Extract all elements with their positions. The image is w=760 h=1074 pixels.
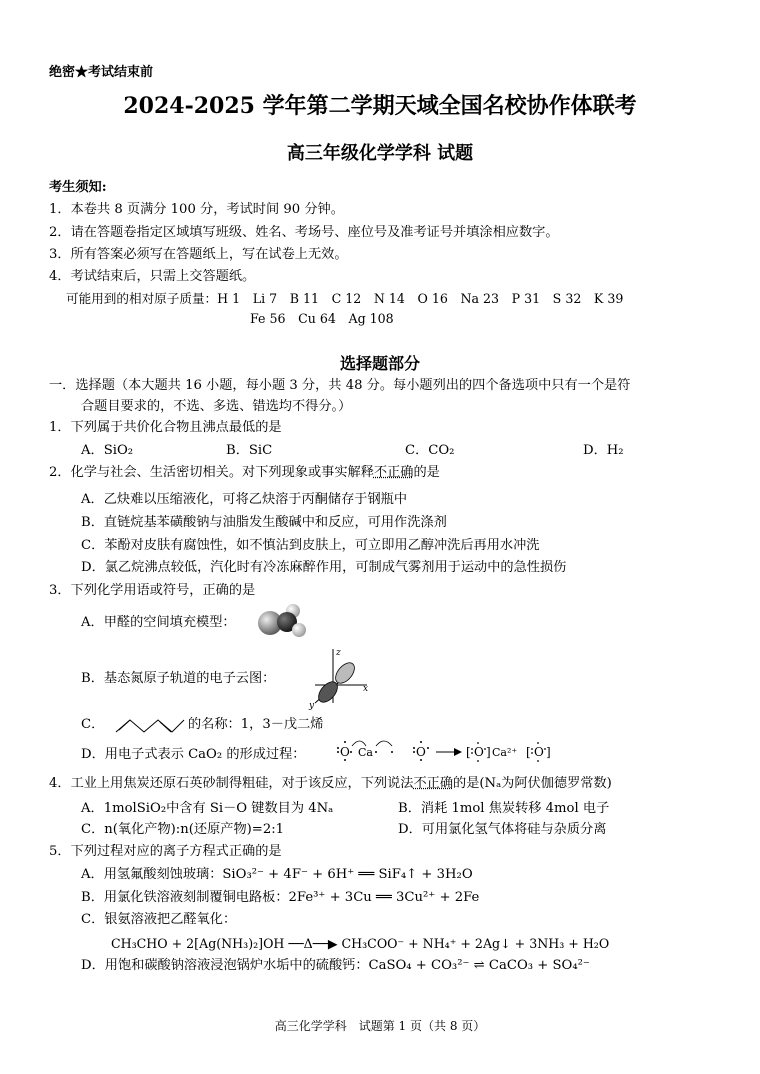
page-footer: 高三化学学科 试题第 1 页（共 8 页） <box>274 1019 486 1033</box>
svg-text:[: [ <box>466 745 471 759</box>
svg-text:O: O <box>474 745 484 759</box>
question-4-stem <box>49 775 612 793</box>
question-2-stem <box>49 464 440 482</box>
question-5-stem: 5．下列过程对应的离子方程式正确的是 <box>49 844 282 859</box>
question-4-option-d: D．可用氯化氢气体将硅与杂质分离 <box>398 822 607 837</box>
exam-title: 2024-2025 学年第二学期天域全国名校协作体联考 <box>123 93 637 119</box>
question-3-option-b: B．基态氮原子轨道的电子云图： <box>81 671 276 686</box>
question-4-option-a: A．1molSiO₂中含有 Si－O 键数目为 4Nₐ <box>81 801 334 816</box>
pentadiene-skeletal-figure <box>114 712 186 736</box>
question-1-option-c: C．CO₂ <box>405 443 455 458</box>
svg-text:O: O <box>534 745 544 759</box>
calcium-ion-label: Ca²⁺ <box>492 746 518 759</box>
calcium-label: Ca <box>358 746 373 759</box>
p-orbital-figure <box>305 645 375 710</box>
svg-text:O: O <box>416 745 426 759</box>
question-4-option-c: C．n(氧化产物):n(还原产物)=2:1 <box>81 822 285 837</box>
svg-text:O: O <box>340 745 350 759</box>
question-4-stem-pre: 4．工业上用焦炭还原石英砂制得粗硅，对于该反应，下列说法 <box>49 776 414 791</box>
question-3-option-d: D．用电子式表示 CaO₂ 的形成过程： <box>81 747 306 762</box>
question-1-stem: 1．下列属于共价化合物且沸点最低的是 <box>49 420 282 435</box>
question-5-option-b: B．用氯化铁溶液刻制覆铜电路板：2Fe³⁺ + 3Cu ══ 3Cu²⁺ + 2Fe <box>81 890 480 905</box>
axis-z-label: z <box>336 648 341 658</box>
svg-text:]: ] <box>546 745 551 759</box>
confidential-mark: 绝密★考试结束前 <box>49 65 154 80</box>
svg-text:[: [ <box>526 745 531 759</box>
question-3-option-c <box>81 716 104 734</box>
question-2-stem-emphasis: 不正确 <box>373 465 414 480</box>
question-5-option-a: A．用氢氟酸刻蚀玻璃：SiO₃²⁻ + 4F⁻ + 6H⁺ ══ SiF₄↑ + 3H₂O <box>81 867 473 882</box>
exam-subtitle: 高三年级化学学科 试题 <box>286 143 474 164</box>
question-3-option-c-pre: C． <box>81 717 105 732</box>
cao2-electron-formation-figure <box>336 738 576 768</box>
question-4-stem-post: 的是(Nₐ为阿伏伽德罗常数) <box>453 776 612 791</box>
question-3-option-c-name: 的名称：1，3－戊二烯 <box>188 717 324 732</box>
question-2-option-d: D．氯乙烷沸点较低，汽化时有冷冻麻醉作用，可制成气雾剂用于运动中的急性损伤 <box>81 560 567 575</box>
axis-x-label: x <box>363 684 369 694</box>
question-3-stem: 3．下列化学用语或符号，正确的是 <box>49 583 256 598</box>
notice-heading: 考生须知: <box>49 180 107 195</box>
question-3-option-a: A．甲醛的空间填充模型： <box>81 615 236 630</box>
question-1-option-a: A．SiO₂ <box>81 443 134 458</box>
axis-y-label: y <box>309 701 315 711</box>
question-2-stem-post: 的是 <box>413 465 440 480</box>
question-1-option-d: D．H₂ <box>583 443 624 458</box>
atomic-masses-line-1: 可能用到的相对原子质量：H 1 Li 7 B 11 C 12 N 14 O 16 Na 23 P 31 S 32 K 39 <box>66 291 624 306</box>
section-intro-line-1: 一．选择题（本大题共 16 小题，每小题 3 分，共 48 分。每小题列出的四个备选项中只有一个是符 <box>49 378 631 393</box>
question-5-option-c: C．银氨溶液把乙醛氧化： <box>81 912 237 927</box>
question-4-stem-emphasis: 不正确 <box>413 776 454 791</box>
formaldehyde-model-figure <box>255 602 311 642</box>
question-5-option-c-equation: CH₃CHO + 2[Ag(NH₃)₂]OH ──Δ──▶ CH₃COO⁻ + NH₄⁺ + 2Ag↓ + 3NH₃ + H₂O <box>111 936 610 951</box>
section-title: 选择题部分 <box>339 354 420 373</box>
svg-text:]: ] <box>486 745 491 759</box>
hydrogen-atom <box>292 623 306 637</box>
atomic-masses-line-2: Fe 56 Cu 64 Ag 108 <box>250 311 394 326</box>
notice-item-2: 2．请在答题卷指定区域填写班级、姓名、考场号、座位号及准考证号并填涂相应数字。 <box>49 225 559 240</box>
question-2-option-a: A．乙炔难以压缩液化，可将乙炔溶于丙酮储存于钢瓶中 <box>81 492 408 507</box>
notice-item-3: 3．所有答案必须写在答题纸上，写在试卷上无效。 <box>49 247 348 262</box>
notice-item-4: 4．考试结束后，只需上交答题纸。 <box>49 269 256 284</box>
question-2-option-c: C．苯酚对皮肤有腐蚀性，如不慎沾到皮肤上，可立即用乙醇冲洗后再用水冲洗 <box>81 538 540 553</box>
section-intro-line-2: 合题目要求的，不选、多选、错选均不得分。） <box>81 399 352 414</box>
question-2-stem-pre: 2．化学与社会、生活密切相关。对下列现象或事实解释 <box>49 465 374 480</box>
notice-item-1: 1．本卷共 8 页满分 100 分，考试时间 90 分钟。 <box>49 202 344 217</box>
question-4-option-b: B．消耗 1mol 焦炭转移 4mol 电子 <box>398 801 610 816</box>
question-2-option-b: B．直链烷基苯磺酸钠与油脂发生酸碱中和反应，可用作洗涤剂 <box>81 515 447 530</box>
question-1-option-b: B．SiC <box>226 443 273 458</box>
question-5-option-d: D．用饱和碳酸钠溶液浸泡锅炉水垢中的硫酸钙：CaSO₄ + CO₃²⁻ ⇌ CaCO₃ + SO₄²⁻ <box>81 958 590 973</box>
